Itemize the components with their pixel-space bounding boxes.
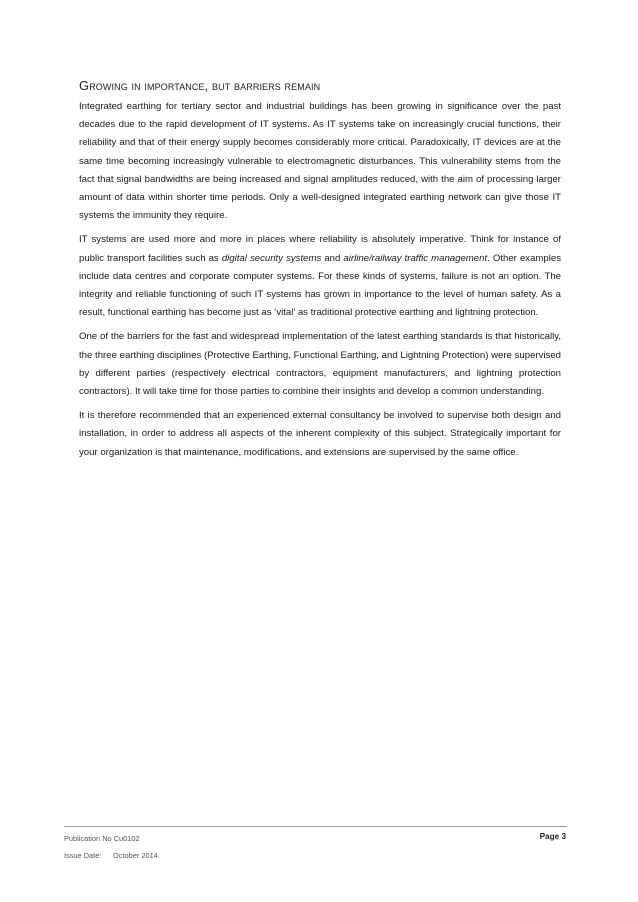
publication-number: Publication No Cu0102 bbox=[64, 834, 140, 843]
issue-date-line bbox=[64, 848, 158, 865]
footer-info bbox=[64, 831, 158, 864]
paragraph-2-emphasis-1: digital security systems bbox=[221, 252, 322, 264]
footer-divider bbox=[64, 826, 567, 827]
issue-date-value: October 2014 bbox=[113, 850, 158, 860]
paragraph-3: One of the barriers for the fast and widespread implementation of the latest earthing standards is that historically, the three earthing disciplines (Protective Earthing, Functional Earthing, and Lightning Protection) were supervised by different parties (respectively electrical contractors, equipment manufacturers, and lightning protection contractors). It will take time for those parties to combine their insights and develop a common understanding. bbox=[79, 331, 561, 398]
paragraph-2-text-b: and bbox=[321, 252, 344, 264]
paragraph-2-text-c: . Other examples include data centres and corporate computer systems. For these kinds of systems, failure is not an option. The integrity and reliable functioning of such IT systems has grown in importance to the level of human safety. As a result, functional earthing has become just as ‘vital’ as traditional protective earthing and lightning protection. bbox=[79, 252, 562, 319]
page-content bbox=[79, 78, 561, 468]
issue-date-label: Issue Date: bbox=[64, 850, 102, 860]
section-heading: Growing in importance, but barriers remain bbox=[79, 78, 321, 93]
page-number: Page 3 bbox=[539, 832, 566, 841]
paragraph-2-text-a: IT systems are used more and more in places where reliability is absolutely imperative. Think for instance of public transport facilities such as bbox=[79, 234, 561, 264]
paragraph-2-emphasis-2: airline/railway traffic management bbox=[343, 252, 488, 264]
paragraph-1: Integrated earthing for tertiary sector and industrial buildings has been growing in significance over the past decades due to the rapid development of IT systems. As IT systems take on increasingly crucial functions, their reliability and that of their energy supply becomes considerably more critical. Paradoxically, IT devices are at the same time becoming increasingly vulnerable to electromagnetic disturbances. This vulnerability stems from the fact that signal bandwidths are being increased and signal amplitudes reduced, with the aim of processing larger amount of data within shorter time periods. Only a well-designed integrated earthing network can give those IT systems the immunity they require. bbox=[79, 101, 561, 222]
paragraph-4: It is therefore recommended that an experienced external consultancy be involved to supervise both design and installation, in order to address all aspects of the inherent complexity of this subject. Strategically important for your organization is that maintenance, modifications, and extensions are supervised by the same office. bbox=[79, 410, 561, 458]
paragraph-2 bbox=[79, 231, 561, 322]
